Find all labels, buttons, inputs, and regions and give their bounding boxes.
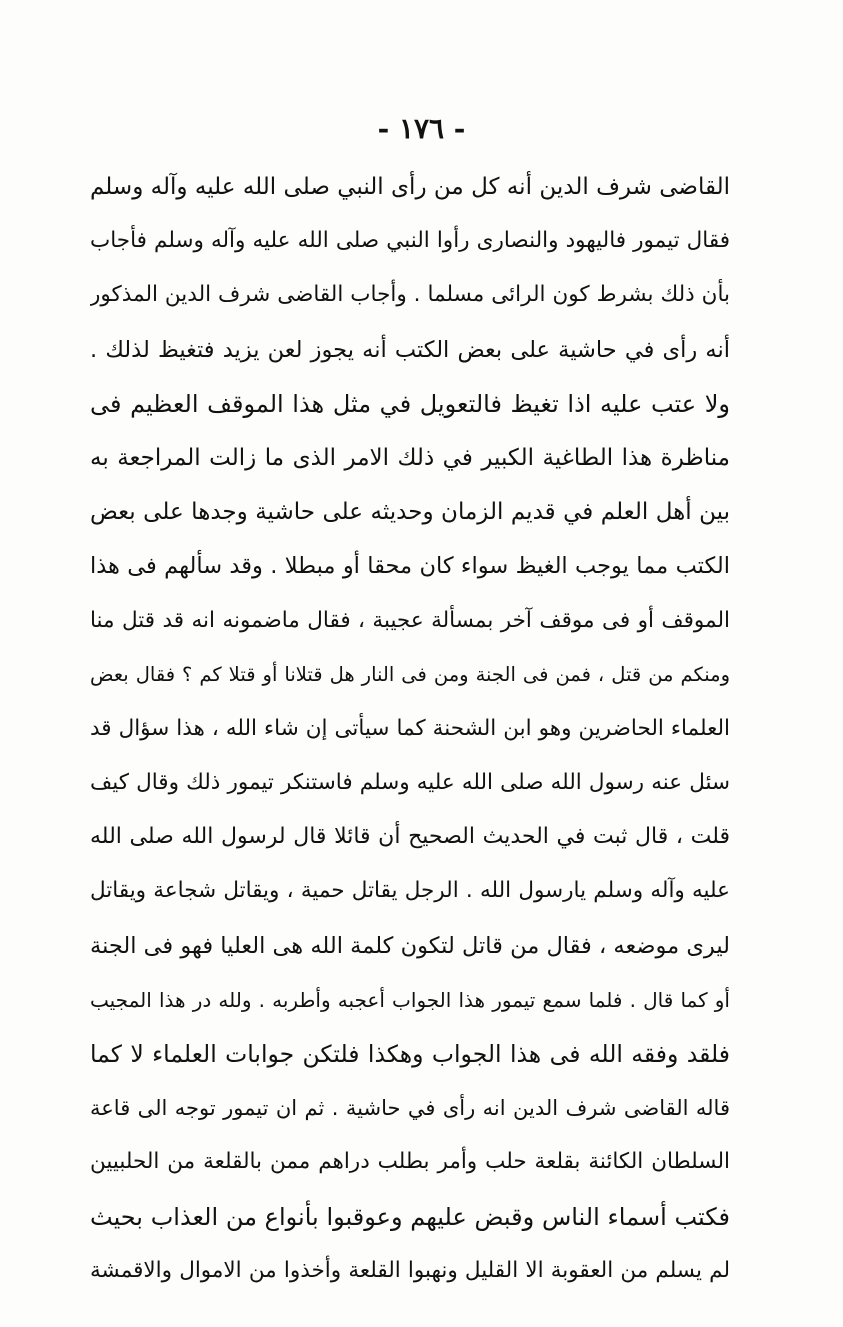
text-line: العلماء الحاضرين وهو ابن الشحنة كما سيأتى إن شاء الله ، هذا سؤال قد [90, 715, 730, 741]
text-line: ليرى موضعه ، فقال من قاتل لتكون كلمة الله هى العليا فهو فى الجنة [90, 932, 730, 959]
text-line: القاضى شرف الدين أنه كل من رأى النبي صلى الله عليه وآله وسلم [90, 174, 730, 200]
text-line: مناظرة هذا الطاغية الكبير في ذلك الامر الذى ما زالت المراجعة به [90, 444, 730, 471]
text-line: لم يسلم من العقوبة الا القليل ونهبوا القلعة وأخذوا من الاموال والاقمشة [90, 1257, 730, 1283]
text-line: ومنكم من قتل ، فمن فى الجنة ومن فى النار هل قتلانا أو قتلا كم ؟ فقال بعض [90, 662, 730, 686]
text-line: بأن ذلك بشرط كون الرائى مسلما . وأجاب القاضى شرف الدين المذكور [90, 282, 730, 308]
text-line: أنه رأى في حاشية على بعض الكتب أنه يجوز لعن يزيد فتغيظ لذلك . [90, 336, 730, 363]
body-text [90, 160, 730, 1298]
text-line: بين أهل العلم في قديم الزمان وحديثه على حاشية وجدها على بعض [90, 499, 730, 526]
text-line: الكتب مما يوجب الغيظ سواء كان محقا أو مبطلا . وقد سألهم فى هذا [90, 553, 730, 580]
text-line: الموقف أو فى موقف آخر بمسألة عجيبة ، فقال ماضمونه انه قد قتل منا [90, 607, 730, 633]
text-line: عليه وآله وسلم يارسول الله . الرجل يقاتل حمية ، ويقاتل شجاعة ويقاتل [90, 878, 730, 904]
text-line: ولا عتب عليه اذا تغيظ فالتعويل في مثل هذا الموقف العظيم فى [90, 389, 730, 418]
text-line: قلت ، قال ثبت في الحديث الصحيح أن قائلا قال لرسول الله صلى الله [90, 824, 730, 850]
text-line: فكتب أسماء الناس وقبض عليهم وعوقبوا بأنواع من العذاب بحيث [90, 1202, 730, 1231]
text-line: قاله القاضى شرف الدين انه رأى في حاشية . ثم ان تيمور توجه الى قاعة [90, 1096, 730, 1121]
text-line: فقال تيمور فاليهود والنصارى رأوا النبي صلى الله عليه وآله وسلم فأجاب [90, 228, 730, 254]
page-number: - ١٧٦ - [377, 112, 466, 145]
text-line: سئل عنه رسول الله صلى الله عليه وسلم فاستنكر تيمور ذلك وقال كيف [90, 770, 730, 796]
text-line: فلقد وفقه الله فى هذا الجواب وهكذا فلتكن جوابات العلماء لا كما [90, 1040, 730, 1068]
text-line: السلطان الكائنة بقلعة حلب وأمر بطلب دراهم ممن بالقلعة من الحلبيين [90, 1149, 730, 1175]
text-line: أو كما قال . فلما سمع تيمور هذا الجواب أعجبه وأطربه . ولله در هذا المجيب [90, 987, 730, 1012]
